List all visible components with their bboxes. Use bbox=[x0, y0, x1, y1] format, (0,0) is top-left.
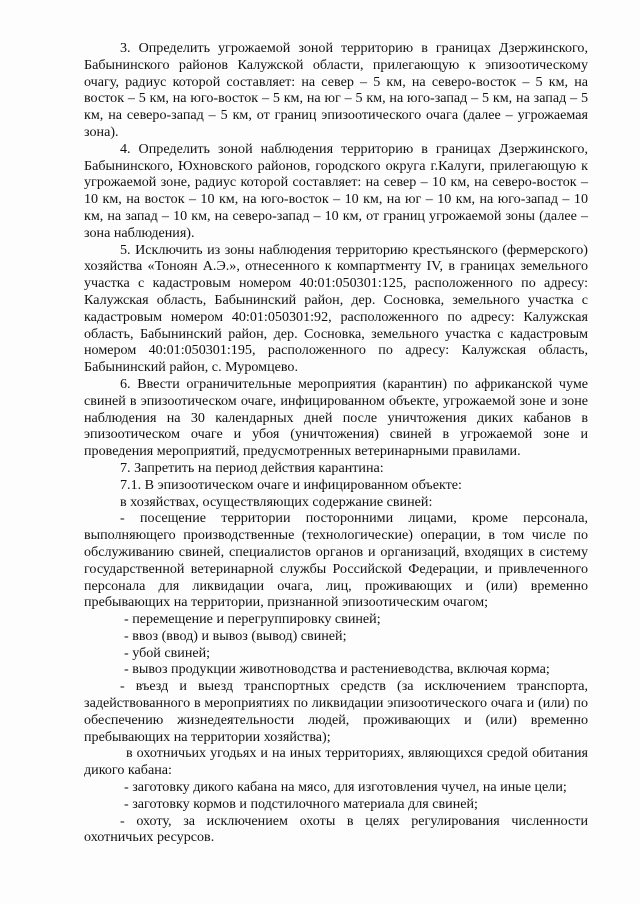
paragraph-7-1: 7.1. В эпизоотическом очаге и инфицированном объекте: bbox=[120, 476, 462, 493]
list-item-feed: - заготовку кормов и подстилочного материала для свиней; bbox=[124, 795, 478, 812]
hunting-heading: в охотничьих угодьях и на иных территориях, являющихся средой обитания дикого кабана: bbox=[84, 745, 588, 779]
list-item-import-export: - ввоз (ввод) и вывоз (вывод) свиней; bbox=[124, 627, 347, 644]
paragraph-7: 7. Запретить на период действия карантина: bbox=[120, 459, 384, 476]
paragraph-3: 3. Определить угрожаемой зоной территорию в границах Дзержинского, Бабынинского районов Калужской области, прилегающую к эпизоотическому очагу, радиус которой составляет: на север – 5 км, на северо-восток – 5 км, на восток – 5 км, на юго-восток – 5 км, на юг – 5 км, на юго-запад – 5 км, на запад – 5 км, на северо-запад – 5 км, от границ эпизоотического очага (далее – угрожаемая зона). bbox=[84, 40, 588, 140]
list-item-transport: - въезд и выезд транспортных средств (за исключением транспорта, задействованного в мероприятиях по ликвидации эпизоотического очага и (или) по обеспечению жизнедеятельности людей, проживающих и (или) временно пребывающих на территории хозяйства); bbox=[84, 678, 588, 745]
list-item-slaughter: - убой свиней; bbox=[124, 644, 211, 661]
paragraph-5: 5. Исключить из зоны наблюдения территорию крестьянского (фермерского) хозяйства «Тоноян А.Э.», отнесенного к компартменту IV, в границах земельного участка с кадастровым номером 40:01:050301:125, расположенного по адресу: Калужская область, Бабынинский район, дер. Сосновка, земельного участка с кадастровым номером 40:01:050301:92, расположенного по адресу: Калужская область, Бабынинский район, дер. Сосновка, земельного участка с кадастровым номером 40:01:050301:195, расположенного по адресу: Калужская область, Бабынинский район, с. Муромцево. bbox=[84, 241, 588, 376]
paragraph-4: 4. Определить зоной наблюдения территорию в границах Дзержинского, Бабынинского, Юхновского районов, городского округа г.Калуги, прилегающую к угрожаемой зоне, радиус которой составляет: на север – 10 км, на северо-восток – 10 км, на восток – 10 км, на юго-восток – 10 км, на юг – 10 км, на юго-запад – 10 км, на запад – 10 км, на северо-запад – 10 км, от границ угрожаемой зоны (далее – зона наблюдения). bbox=[84, 140, 588, 241]
farms-heading: в хозяйствах, осуществляющих содержание свиней: bbox=[120, 493, 433, 510]
list-item-products: - вывоз продукции животноводства и растениеводства, включая корма; bbox=[124, 661, 550, 678]
list-item-movement: - перемещение и перегруппировку свиней; bbox=[124, 611, 381, 628]
paragraph-6: 6. Ввести ограничительные мероприятия (карантин) по африканской чуме свиней в эпизоотическом очаге, инфицированном объекте, угрожаемой зоне и зоне наблюдения на 30 календарных дней после уничтожения диких кабанов в эпизоотическом очаге и убоя (уничтожения) свиней в угрожаемой зоне и проведения мероприятий, предусмотренных ветеринарными правилами. bbox=[84, 375, 588, 460]
list-item-visits: - посещение территории посторонними лицами, кроме персонала, выполняющего производственные (технологические) операции, в том числе по обслуживанию свиней, специалистов органов и организаций, входящих в систему государственной ветеринарной службы Российской Федерации, и привлеченного персонала для ликвидации очага, лиц, проживающих и (или) временно пребывающих на территории, признанной эпизоотическим очагом; bbox=[84, 510, 588, 611]
list-item-boar-harvest: - заготовку дикого кабана на мясо, для изготовления чучел, на иные цели; bbox=[124, 779, 567, 796]
list-item-hunting: - охоту, за исключением охоты в целях регулирования численности охотничьих ресурсов. bbox=[84, 812, 588, 846]
